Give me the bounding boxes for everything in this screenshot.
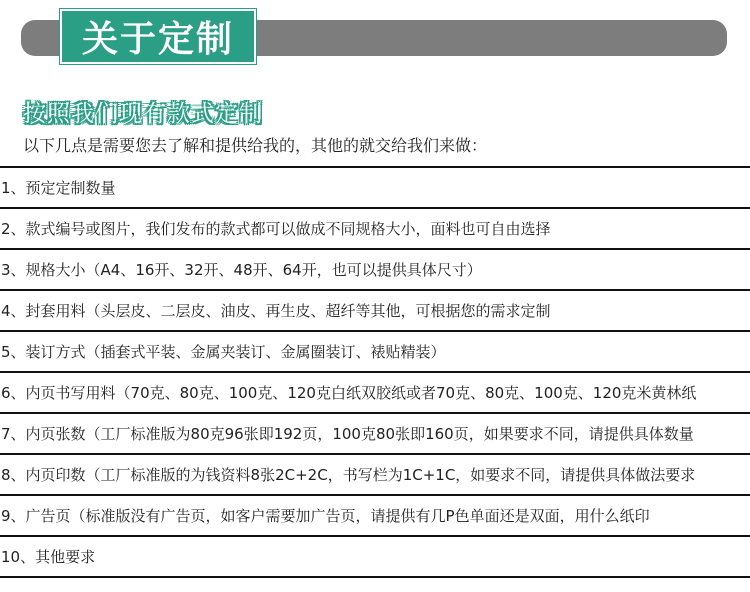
requirement-item-1: 1、预定定制数量 (0, 168, 750, 209)
requirement-item-3: 3、规格大小（A4、16开、32开、48开、64开，也可以提供具体尺寸） (0, 250, 750, 291)
title-tab (60, 9, 256, 64)
requirement-item-6: 6、内页书写用料（70克、80克、100克、120克白纸双胶纸或者70克、80克、100克、120克米黄林纸 (0, 373, 750, 414)
requirements-list (0, 168, 750, 578)
requirement-item-8: 8、内页印数（工厂标准版的为钱资料8张2C+2C，书写栏为1C+1C，如要求不同，请提供具体做法要求 (0, 455, 750, 496)
requirement-item-10: 10、其他要求 (0, 537, 750, 578)
requirement-item-9: 9、广告页（标准版没有广告页，如客户需要加广告页，请提供有几P色单面还是双面，用什么纸印 (0, 496, 750, 537)
requirement-item-4: 4、封套用料（头层皮、二层皮、油皮、再生皮、超纤等其他，可根据您的需求定制 (0, 291, 750, 332)
requirement-item-2: 2、款式编号或图片，我们发布的款式都可以做成不同规格大小，面料也可自由选择 (0, 209, 750, 250)
requirement-item-7: 7、内页张数（工厂标准版为80克96张即192页，100克80张即160页，如果要求不同，请提供具体数量 (0, 414, 750, 455)
requirement-item-5: 5、装订方式（插套式平装、金属夹装订、金属圈装订、裱贴精装） (0, 332, 750, 373)
section-heading (20, 94, 266, 128)
intro-text: 以下几点是需要您去了解和提供给我的，其他的就交给我们来做： (23, 136, 488, 155)
section-heading-text: 按照我们现有款式定制 (23, 100, 263, 127)
page-title: 关于定制 (81, 19, 234, 60)
